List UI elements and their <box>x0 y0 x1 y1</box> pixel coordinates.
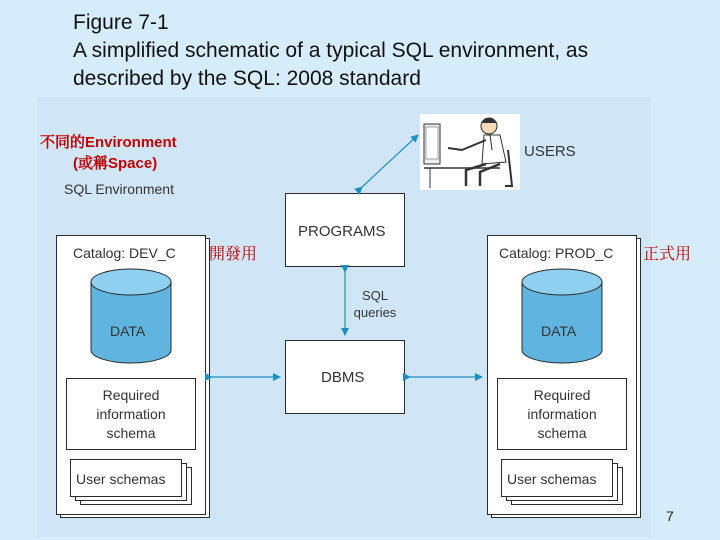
title-line-2: A simplified schematic of a typical SQL environment, as <box>73 39 589 62</box>
title-line-1: Figure 7-1 <box>73 11 169 34</box>
page-number: 7 <box>666 508 674 524</box>
catalog-prod-label: Catalog: PROD_C <box>499 245 614 261</box>
dbms-label: DBMS <box>321 369 365 386</box>
users-programs-arrow <box>362 135 418 187</box>
environment-annotation-line-1: 不同的Environment <box>40 134 177 151</box>
users-label: USERS <box>524 143 576 160</box>
title-line-3: described by the SQL: 2008 standard <box>73 67 421 90</box>
prod-schema-line-1: Required <box>533 387 591 403</box>
sql-queries-label <box>345 287 405 321</box>
prod-annotation: 正式用 <box>643 246 692 263</box>
sql-queries-line-1: SQL <box>361 288 388 303</box>
sql-environment-label: SQL Environment <box>64 181 174 197</box>
dev-schema-line-2: information <box>96 406 166 422</box>
dev-schema-line-1: Required <box>102 387 160 403</box>
prod-schema-label <box>497 386 627 443</box>
prod-data-label: DATA <box>541 323 577 339</box>
prod-data-cylinder <box>522 269 602 363</box>
sql-queries-line-2: queries <box>353 305 397 320</box>
dev-schema-label <box>66 386 196 443</box>
prod-schema-line-3: schema <box>537 425 587 441</box>
programs-label: PROGRAMS <box>298 223 386 240</box>
user-workstation-icon <box>420 114 520 190</box>
dev-annotation: 開發用 <box>209 246 258 263</box>
prod-schema-line-2: information <box>527 406 597 422</box>
dev-data-cylinder <box>91 269 171 363</box>
prod-user-schemas-label: User schemas <box>507 471 597 487</box>
dev-user-schemas-label: User schemas <box>76 471 166 487</box>
environment-annotation-line-2: (或稱Space) <box>73 155 158 172</box>
dev-schema-line-3: schema <box>106 425 156 441</box>
dev-data-label: DATA <box>110 323 146 339</box>
catalog-dev-label: Catalog: DEV_C <box>73 245 176 261</box>
